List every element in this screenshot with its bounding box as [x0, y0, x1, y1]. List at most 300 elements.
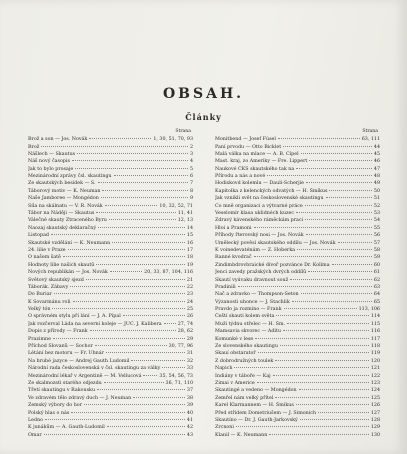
toc-entry — [215, 402, 380, 409]
toc-entry — [28, 336, 193, 343]
toc-entry — [215, 217, 380, 224]
toc-entry — [28, 321, 193, 328]
dot-leader — [299, 389, 369, 390]
toc-entry-title: Tábor na Náději — Skautus — [28, 211, 95, 217]
toc-entry-page: 127 — [370, 410, 380, 416]
toc-entry-title: Válečné skauty Ztraceného Byru — [28, 218, 107, 224]
toc-entry-page: 62 — [373, 277, 380, 283]
toc-entry — [28, 343, 193, 350]
dot-leader — [296, 404, 369, 405]
toc-entry — [28, 195, 193, 202]
toc-entry-page: 63, 111 — [361, 137, 380, 143]
dot-leader — [301, 293, 372, 294]
dot-leader — [254, 227, 372, 228]
dot-leader — [276, 315, 369, 316]
dot-leader — [123, 315, 185, 316]
toc-entry-title: Přírodu a nás a nové — [215, 174, 266, 180]
dot-leader — [68, 249, 185, 250]
toc-entry-title: Třetí skautingu v Rakousku — [28, 388, 96, 394]
toc-entry-title: Umělecký pověsí skautského oddílu — Jos. Novák — [215, 240, 336, 246]
toc-entry-title: Prazimne — [28, 336, 51, 342]
toc-entry — [28, 203, 193, 210]
toc-entry-page: 20, 33, 87, 104, 116 — [144, 270, 193, 276]
dot-leader — [89, 138, 151, 139]
toc-entry — [28, 402, 193, 409]
toc-entry — [28, 380, 193, 387]
toc-entry-title: K voinedevaténám — Z. Hoberka — [215, 247, 296, 253]
toc-entry-page: 35, 54, 56, 73 — [159, 373, 193, 379]
dot-leader — [53, 338, 185, 339]
toc-entry-title: Naozaj skautský deklaračný — [28, 225, 97, 231]
toc-entry — [28, 232, 193, 239]
dot-leader — [70, 286, 185, 287]
toc-entry-title: Hodnoty lilie našich skautů — [28, 262, 95, 268]
toc-entry-page: 30, 77, 96 — [168, 344, 193, 350]
section-heading: Články — [185, 112, 222, 122]
page-title: OBSAH. — [162, 86, 245, 102]
toc-entry-title: Muži týdnu střelec — H. Šm. — [215, 321, 286, 327]
toc-entry-title: Jak vznikli svět na československé skautingu — [215, 196, 324, 202]
dot-leader — [300, 419, 369, 420]
dot-leader — [267, 175, 372, 176]
toc-entry-page: 122 — [370, 373, 380, 379]
toc-entry — [28, 432, 193, 439]
toc-entry-title: Příhody řterovský nosi — Jos. Novák — [215, 233, 304, 239]
toc-entry — [215, 151, 380, 158]
toc-entry — [28, 395, 193, 402]
dot-leader — [97, 389, 185, 390]
dot-leader — [280, 345, 369, 346]
toc-entry — [215, 180, 380, 187]
toc-entry — [215, 380, 380, 387]
toc-entry-page: 119 — [370, 351, 380, 357]
toc-entry-title: Listopad — [28, 233, 49, 239]
toc-entry-page: 36, 71, 110 — [165, 381, 193, 386]
toc-entry-title: Mezinárodní lékař v Argentině — M. Vellucová — [28, 373, 142, 379]
dot-leader — [296, 212, 372, 213]
toc-entry-title: K Sovarmánu roli — [28, 299, 71, 305]
toc-entry-title: Klanil — K. Neumann — [215, 432, 268, 438]
toc-entry — [28, 173, 193, 180]
toc-entry — [28, 180, 193, 187]
toc-entry-page: 53 — [373, 211, 380, 217]
toc-entry-page: 125 — [370, 395, 380, 401]
toc-entry-page: 10, 32, 52, 71 — [159, 203, 193, 209]
toc-entry-page: 9 — [189, 196, 193, 202]
dot-leader — [44, 434, 185, 435]
toc-entry-title: Nač a zdravko — Thompson-Seton — [215, 292, 299, 298]
dot-leader — [98, 227, 185, 228]
toc-entry — [215, 299, 380, 306]
toc-entry — [28, 284, 193, 291]
toc-entry-title: Paní prvodu — Otto Bicklet — [215, 144, 282, 150]
dot-leader — [112, 242, 185, 243]
toc-entry-title: Hodiskovd kolemlu — Dauli-Scherjie — [215, 181, 304, 187]
toc-entry — [28, 210, 193, 217]
toc-entry — [28, 144, 193, 151]
dot-leader — [234, 367, 368, 368]
toc-entry-title: Naukové ČKS skautského tak na — [215, 166, 295, 172]
dot-leader — [98, 182, 188, 183]
dot-leader — [283, 146, 372, 147]
toc-entry-page: 59 — [373, 255, 380, 261]
dot-leader — [52, 308, 184, 309]
toc-entry — [28, 254, 193, 261]
toc-entry-title: K junákům — A. Gauth-Ludomil — [28, 425, 105, 431]
toc-entry — [215, 343, 380, 350]
toc-entry-title: Skauí obstaratoř — [215, 351, 256, 357]
toc-entry-page: 26 — [186, 314, 193, 320]
toc-entry — [215, 336, 380, 343]
toc-entry-page: 56 — [373, 233, 380, 239]
toc-entry-title: Kapitolka z kelenckých odvatých — H. Šmíkus — [215, 188, 328, 194]
dot-leader — [105, 205, 158, 206]
dot-leader — [290, 279, 372, 280]
toc-entry-page: 114 — [370, 314, 380, 320]
toc-entry-title: Skautské vzdělání — K. Neumann — [28, 240, 111, 246]
toc-entry-page: 5 — [189, 166, 193, 172]
toc-entry-page: 22 — [186, 284, 193, 290]
dot-leader — [63, 256, 185, 257]
toc-entry-page: 113, 106 — [358, 307, 380, 313]
toc-entry — [215, 262, 380, 269]
toc-entry-title: Zindimbdrovbraické dívoř pozvánce Dr. Kolíma — [215, 262, 330, 268]
toc-entry — [28, 136, 193, 143]
dot-leader — [257, 382, 369, 383]
toc-entry-title: Jak to bylo prosaje — [28, 166, 74, 172]
toc-entry-page: 17 — [186, 247, 193, 253]
dot-leader — [275, 360, 369, 361]
toc-entry — [215, 277, 380, 284]
toc-entry — [28, 158, 193, 165]
toc-entry-page: 58 — [373, 247, 380, 253]
dot-leader — [77, 153, 188, 154]
toc-entry — [215, 350, 380, 357]
dot-leader — [292, 301, 372, 302]
toc-entry — [215, 284, 380, 291]
dot-leader — [269, 434, 369, 435]
dot-leader — [84, 404, 185, 405]
toc-entry-title: O našem šatě — [28, 255, 61, 261]
toc-entry — [215, 395, 380, 402]
toc-entry-page: 21 — [186, 277, 193, 283]
toc-entry-title: Světový skautský sjezd — [28, 277, 84, 283]
toc-entry-title: Síla na skálnatu — V. R. Novák — [28, 203, 103, 209]
page-column-header: Strana — [175, 129, 191, 134]
dot-leader — [297, 249, 372, 250]
toc-entry — [28, 269, 193, 276]
dot-leader — [255, 338, 369, 339]
toc-entry-page: 50 — [373, 188, 380, 194]
toc-entry-page: 48 — [373, 174, 380, 180]
toc-entry — [215, 358, 380, 365]
toc-entry-title: Co mně organizaci a výtvarné práce — [215, 203, 303, 209]
dot-leader — [131, 360, 185, 361]
toc-entry-page: 128 — [370, 417, 380, 423]
toc-entry-page: 23 — [186, 292, 193, 298]
dot-leader — [326, 197, 372, 198]
toc-entry — [28, 350, 193, 357]
toc-entry — [215, 203, 380, 210]
toc-entry-title: Ranné kvodrač — [215, 255, 252, 261]
dot-leader — [309, 160, 372, 161]
dot-leader — [95, 345, 167, 346]
toc-entry — [215, 210, 380, 217]
toc-entry-title: Ve zdravém tělo zdravý duch — J. Neuman — [28, 395, 132, 401]
dot-leader — [284, 308, 357, 309]
dot-leader — [102, 190, 187, 191]
toc-entry-title: Ze slovenského skautingu — [215, 344, 278, 350]
toc-entry-page: 40 — [186, 410, 193, 416]
dot-leader — [338, 242, 372, 243]
toc-entry — [28, 358, 193, 365]
toc-entry-page: 60 — [373, 262, 380, 268]
toc-entry — [28, 291, 193, 298]
toc-entry-page: 18 — [186, 255, 193, 261]
toc-entry-page: 14 — [186, 225, 193, 231]
dot-leader — [318, 412, 369, 413]
dot-leader — [254, 256, 372, 257]
toc-entry-title: Nášlech — Skautus — [28, 151, 76, 157]
toc-entry-title: Čeští skauti kolem světa — [215, 314, 275, 320]
toc-entry-page: 129 — [370, 425, 380, 431]
toc-entry — [215, 313, 380, 320]
toc-entry — [215, 269, 380, 276]
dot-leader — [51, 234, 185, 235]
toc-entry-page: 11, 41 — [177, 211, 193, 217]
toc-entry-title: Zemřel nám velký přítel — [215, 395, 274, 401]
toc-entry-title: Komunké v lese — [215, 336, 254, 342]
toc-entry-title: Z dobrodružných toulek — [215, 358, 274, 364]
toc-entry-page: 65 — [373, 299, 380, 305]
toc-entry-page: 42 — [186, 425, 193, 431]
toc-entry — [28, 306, 193, 313]
dot-leader — [90, 330, 176, 331]
toc-entry-title: Nových republikán — Jos. Novák — [28, 270, 108, 276]
toc-entry-title: Táborák. Zábavy — [28, 284, 69, 290]
toc-entry-page: 37 — [186, 388, 193, 394]
toc-entry-page: 123 — [370, 381, 380, 386]
toc-entry-page: 51 — [373, 196, 380, 202]
toc-entry — [215, 173, 380, 180]
toc-entry-page: 130 — [370, 432, 380, 438]
dot-leader — [273, 375, 369, 376]
toc-column-right — [215, 128, 380, 439]
toc-entry-title: Jak rozčerval Láda na severní koleje — JUC. J. Kalibera — [28, 321, 162, 327]
toc-entry — [215, 136, 380, 143]
toc-entry-title: Ze skalmozsti starého odjezdu — [28, 381, 102, 386]
toc-entry-title: Skautingé a vedeno — Mongédon — [215, 388, 297, 394]
toc-entry — [215, 424, 380, 431]
toc-entry — [215, 291, 380, 298]
toc-entry — [215, 232, 380, 239]
dot-leader — [71, 412, 185, 413]
toc-entry — [28, 373, 193, 380]
dot-leader — [278, 138, 360, 139]
dot-leader — [238, 286, 372, 287]
dot-leader — [329, 190, 371, 191]
toc-entry — [28, 365, 193, 372]
toc-column-left — [28, 128, 193, 439]
toc-entry-page: 41 — [186, 417, 193, 423]
toc-entry-title: Mast. kraj, zo Ameriky — Fre. Lippert — [215, 159, 308, 165]
toc-entry-page: 19 — [186, 262, 193, 268]
dot-leader — [54, 293, 185, 294]
toc-entry-page: 46 — [373, 159, 380, 165]
dot-leader — [101, 197, 188, 198]
toc-entry — [28, 247, 193, 254]
toc-entry-page: 29 — [186, 336, 193, 342]
toc-entry — [215, 387, 380, 394]
toc-entry-title: Výzanosti uhonce — J. Stachlik — [215, 299, 290, 305]
toc-entry-page: 15 — [186, 233, 193, 239]
toc-entry-title: Dopis z přírody — Frank — [28, 329, 88, 335]
dot-leader — [332, 264, 372, 265]
toc-entry-title: Skautí vyúvaku dravnout souž — [215, 277, 289, 283]
toc-entry-page: 31 — [186, 351, 193, 357]
toc-entry-title: O správném stylu při lání — J. A. Pípal — [28, 314, 121, 320]
dot-leader — [133, 397, 185, 398]
dot-leader — [110, 271, 142, 272]
toc-entry — [215, 188, 380, 195]
toc-entry — [215, 328, 380, 335]
dot-leader — [45, 419, 185, 420]
toc-entry-title: Pradinili — [215, 284, 236, 290]
toc-entry-page: 32 — [186, 358, 193, 364]
toc-entry-page: 38 — [186, 395, 193, 401]
toc-entry-page: 27, 74 — [177, 321, 193, 327]
toc-entry — [215, 240, 380, 247]
toc-entry-title: Na hrubé jazyce — Andrej Gauth Ludomil — [28, 358, 130, 364]
toc-entry-title: Do Buriar — [28, 292, 52, 298]
toc-entry — [28, 225, 193, 232]
toc-entry — [28, 328, 193, 335]
toc-entry-page: 54 — [373, 218, 380, 224]
toc-entry-page: 61 — [373, 270, 380, 276]
toc-entry-title: Národní rada československá v čsl. skautingu za války — [28, 366, 161, 372]
dot-leader — [86, 279, 185, 280]
dot-leader — [96, 212, 175, 213]
toc-entry-title: Jenci zavedy pražských dvrých oddílů — [215, 270, 307, 276]
toc-entry-page: 126 — [370, 403, 380, 409]
toc-entry-page: 39 — [186, 403, 193, 409]
dot-leader — [75, 168, 188, 169]
toc-entry-title: Brož a son — Jos. Novák — [28, 137, 88, 143]
toc-entry-page: 116 — [370, 329, 380, 335]
toc-entry — [28, 277, 193, 284]
toc-entry — [215, 144, 380, 151]
dot-leader — [72, 160, 188, 161]
toc-entry-title: Indiány v táboře — Kaj — [215, 373, 271, 379]
toc-entry-title: Brož — [28, 144, 40, 150]
toc-entry — [215, 410, 380, 417]
dot-leader — [236, 426, 369, 427]
toc-entry-title: Létání bez motoru — Fr. Uhnár — [28, 351, 104, 357]
toc-entry-page: 120 — [370, 358, 380, 364]
toc-entry-page: 28, 62 — [177, 329, 193, 335]
toc-entry-page: 118 — [370, 344, 380, 350]
toc-entry-page: 52 — [373, 203, 380, 209]
toc-entry — [28, 387, 193, 394]
toc-entry-title: Mamsavia skvorec — Aditu — [215, 329, 281, 335]
toc-entry — [215, 321, 380, 328]
toc-entry-page: 3 — [189, 151, 193, 157]
dot-leader — [73, 301, 185, 302]
toc-entry — [215, 306, 380, 313]
toc-entry — [215, 247, 380, 254]
toc-entry-title: Veselomír klasa uklidnéch kuzec — [215, 211, 295, 217]
toc-entry-page: 1, 30, 51, 70, 93 — [153, 137, 193, 143]
toc-entry-page: 117 — [370, 336, 380, 342]
toc-entry-title: Táborový motiv — K. Neuman — [28, 188, 101, 194]
toc-entry-title: Hloi a Pramoni — [215, 225, 252, 231]
toc-entry — [215, 166, 380, 173]
toc-entry — [215, 432, 380, 439]
toc-entry-page: 43 — [186, 432, 193, 438]
dot-leader — [305, 205, 372, 206]
dot-leader — [109, 219, 176, 220]
toc-entry-title: Náš nový časopis — [28, 159, 70, 165]
toc-entry-title: Monitbend — Josef Fúsel — [215, 137, 276, 143]
toc-entry-title: Před střidem Dometriušem — J. Simonich — [215, 410, 317, 416]
dot-leader — [275, 397, 368, 398]
dot-leader — [287, 323, 369, 324]
toc-entry-title: Ze skautských besídek — S. — [28, 181, 96, 187]
dot-leader — [106, 352, 185, 353]
toc-entry-page: 24 — [186, 299, 193, 305]
dot-leader — [306, 182, 372, 183]
toc-entry-title: Karel Klarmannem — H. Šmíkus — [215, 403, 294, 409]
toc-entry-title: Ledno — [28, 417, 44, 423]
toc-entry-title: Velký tón — [28, 307, 51, 313]
toc-entry-title: Polský hlas o nás — [28, 410, 70, 416]
dot-leader — [114, 175, 188, 176]
toc-entry-page: 115 — [370, 321, 380, 327]
toc-entry-title: Pravdo ja rozmíno — Frank — [215, 307, 282, 313]
toc-entry-page: 8 — [189, 188, 193, 194]
toc-entry-title: Omar — [28, 432, 42, 438]
toc-entry — [28, 166, 193, 173]
toc-entry-page: 2 — [189, 144, 193, 150]
toc-entry-title: 24. lilie v Praze — [28, 247, 66, 253]
toc-entry-page: 44 — [373, 144, 380, 150]
toc-entry-page: 4 — [189, 159, 193, 165]
toc-entry-page: 47 — [373, 166, 380, 172]
toc-entry-page: 33 — [186, 366, 193, 372]
toc-entry — [215, 365, 380, 372]
dot-leader — [143, 375, 157, 376]
toc-entry — [28, 410, 193, 417]
dot-leader — [301, 153, 372, 154]
toc-entry-page: 6 — [189, 174, 193, 180]
toc-entry — [215, 254, 380, 261]
toc-entry-page: 124 — [370, 388, 380, 394]
toc-entry-title: Zrcnoni — [215, 425, 234, 431]
toc-entry-page: 121 — [370, 366, 380, 372]
toc-entry — [28, 299, 193, 306]
toc-entry-page: 49 — [373, 181, 380, 187]
toc-entry-page: 57 — [373, 240, 380, 246]
toc-entry — [28, 417, 193, 424]
dot-leader — [104, 382, 164, 383]
dot-leader — [162, 367, 185, 368]
toc-entry-page: 12, 13 — [177, 218, 193, 224]
dot-leader — [283, 330, 369, 331]
toc-entry — [28, 188, 193, 195]
toc-entry — [215, 195, 380, 202]
toc-entry — [215, 417, 380, 424]
toc-entry-page: 16 — [186, 240, 193, 246]
